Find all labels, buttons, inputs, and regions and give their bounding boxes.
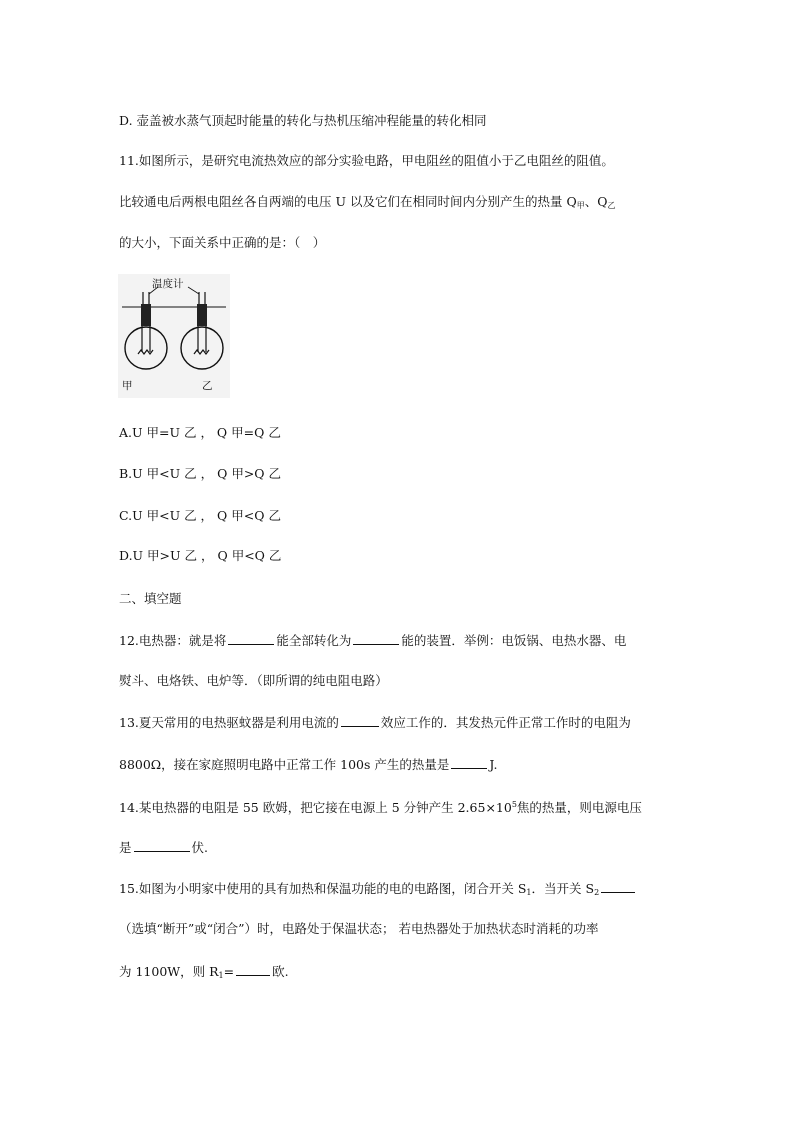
text: 的大小，下面关系中正确的是：（ ） bbox=[119, 235, 326, 250]
subscript: 1 bbox=[218, 971, 224, 980]
question-14-line-1 bbox=[119, 797, 642, 816]
experiment-figure bbox=[118, 274, 230, 398]
text: A.U 甲=U 乙 ， Q 甲=Q 乙 bbox=[119, 425, 281, 440]
answer-blank[interactable] bbox=[236, 963, 270, 976]
subscript: 1 bbox=[526, 888, 532, 897]
option-d bbox=[119, 548, 281, 564]
question-14-line-2 bbox=[119, 839, 208, 856]
answer-blank[interactable] bbox=[341, 714, 379, 727]
option-d-prev-question bbox=[119, 113, 487, 129]
text: 比较通电后两根电阻丝各自两端的电压 U 以及它们在相同时间内分别产生的热量 Q bbox=[119, 194, 577, 209]
text: ．当开关 S bbox=[531, 881, 595, 896]
text: 熨斗、电烙铁、电炉等．（即所谓的纯电阻电路） bbox=[119, 673, 388, 688]
text: 12.电热器：就是将 bbox=[119, 633, 227, 648]
text: 伏. bbox=[191, 840, 208, 855]
answer-blank[interactable] bbox=[228, 632, 274, 645]
answer-blank[interactable] bbox=[134, 839, 190, 852]
question-12-line-1 bbox=[119, 632, 626, 649]
text: 13.夏天常用的电热驱蚊器是利用电流的 bbox=[119, 715, 339, 730]
text: 8800Ω，接在家庭照明电路中正常工作 100s 产生的热量是 bbox=[119, 757, 450, 772]
question-11-line-1 bbox=[119, 153, 614, 169]
text: 15.如图为小明家中使用的具有加热和保温功能的电的电路图，闭合开关 S bbox=[119, 881, 527, 896]
answer-blank[interactable] bbox=[451, 756, 487, 769]
text: B.U 甲<U 乙 ， Q 甲>Q 乙 bbox=[119, 466, 282, 481]
text: = bbox=[223, 964, 235, 979]
subscript: 乙 bbox=[607, 201, 616, 210]
question-15-line-1 bbox=[119, 880, 637, 901]
question-15-line-3 bbox=[119, 963, 289, 984]
answer-blank[interactable] bbox=[353, 632, 399, 645]
option-a bbox=[119, 425, 281, 441]
text: D. 壶盖被水蒸气顶起时能量的转化与热机压缩冲程能量的转化相同 bbox=[119, 113, 487, 128]
subscript: 2 bbox=[594, 888, 600, 897]
text: 能全部转化为 bbox=[276, 633, 352, 648]
text: 能的装置．举例：电饭锅、电热水器、电 bbox=[401, 633, 627, 648]
text: 14.某电热器的电阻是 55 欧姆，把它接在电源上 5 分钟产生 2.65×10 bbox=[119, 800, 512, 815]
flask-diagram-icon bbox=[118, 274, 230, 398]
text: 是 bbox=[119, 840, 132, 855]
question-11-line-2 bbox=[119, 194, 615, 214]
text: 二、填空题 bbox=[119, 591, 182, 606]
flask-left-label: 甲 bbox=[122, 380, 133, 392]
superscript: 5 bbox=[511, 800, 517, 809]
text: 欧. bbox=[272, 964, 289, 979]
option-c bbox=[119, 508, 281, 524]
question-13-line-1 bbox=[119, 714, 631, 731]
question-13-line-2 bbox=[119, 756, 497, 773]
answer-blank[interactable] bbox=[601, 880, 635, 893]
question-15-line-2 bbox=[119, 921, 599, 937]
flask-right-label: 乙 bbox=[202, 380, 213, 392]
section-heading bbox=[119, 591, 182, 607]
text: 效应工作的．其发热元件正常工作时的电阻为 bbox=[380, 715, 631, 730]
subscript: 甲 bbox=[576, 201, 585, 210]
text: 焦的热量，则电源电压 bbox=[516, 800, 642, 815]
text: 11.如图所示，是研究电流热效应的部分实验电路，甲电阻丝的阻值小于乙电阻丝的阻值。 bbox=[119, 153, 614, 168]
question-12-line-2 bbox=[119, 673, 388, 689]
thermometer-label: 温度计 bbox=[152, 278, 184, 290]
text: J. bbox=[489, 757, 498, 772]
text: D.U 甲>U 乙 ， Q 甲<Q 乙 bbox=[119, 548, 282, 563]
text: 、Q bbox=[584, 194, 608, 209]
text: C.U 甲<U 乙 ， Q 甲<Q 乙 bbox=[119, 508, 281, 523]
text: （选填“断开”或“闭合”）时，电路处于保温状态； 若电热器处于加热状态时消耗的功率 bbox=[119, 921, 599, 936]
text: 为 1100W，则 R bbox=[119, 964, 219, 979]
option-b bbox=[119, 466, 281, 482]
question-11-line-3 bbox=[119, 235, 325, 251]
